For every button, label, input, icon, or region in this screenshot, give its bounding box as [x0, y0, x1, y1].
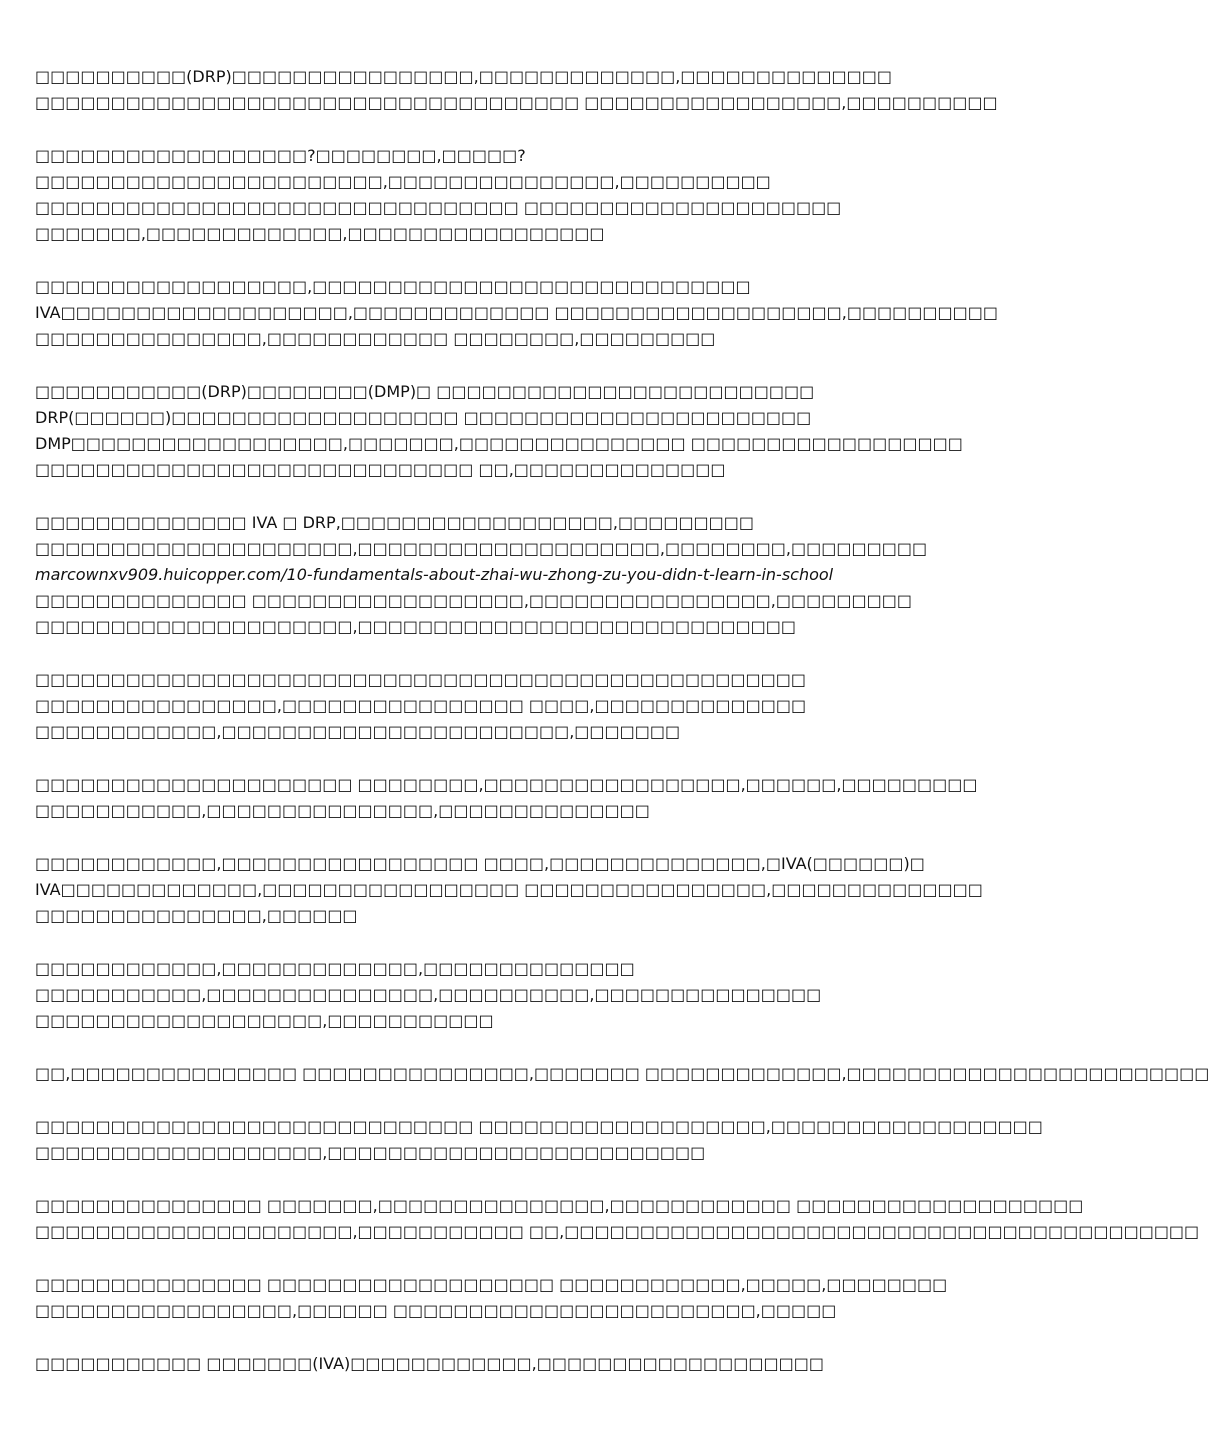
text-line: IVA□□□□□□□□□□□□□□□□□□□,□□□□□□□□□□□□□ □□□□□□□□□□□□□□□□□□□,□□□□□□□□□□ — [35, 303, 998, 322]
text-line: □□□□□□□□□□□□□□□□□□□,□□□□□□□□□□□□□□□□□□□□□□□□□ — [35, 1143, 706, 1162]
paragraph — [35, 510, 995, 640]
paragraph — [35, 772, 995, 824]
text-line: □□□□□□□□□□□□□□□□□□□□□□□□□□□□□□□□ □□□□□□□□□□□□□□□□□□□□□ — [35, 198, 842, 217]
paragraph — [35, 64, 998, 116]
text-line: □□□□□□□□□□□□□□□□□□□,□□□□□□□□□□□ — [35, 1011, 494, 1030]
text-line: □□□□□□□□□□□□□□□,□□□□□□□□□□□□ □□□□□□□□,□□□□□□□□□ — [35, 329, 716, 348]
paragraph — [35, 274, 998, 352]
paragraph — [35, 956, 995, 1034]
paragraph — [35, 1272, 995, 1324]
text-line: IVA□□□□□□□□□□□□□,□□□□□□□□□□□□□□□□□ □□□□□□□□□□□□□□□□,□□□□□□□□□□□□□□ — [35, 880, 983, 899]
text-line: □□□□□□□□□□□□□□□□□□□□□□□□□□□□□□□□□□□□ □□□□□□□□□□□□□□□□□,□□□□□□□□□□ — [35, 93, 998, 112]
text-line: □□□□□□□□□□□□□□□□□□□□□□□□□□□□□ □□□□□□□□□□□□□□□□□□□,□□□□□□□□□□□□□□□□□□ — [35, 1117, 1043, 1136]
text-line: □□□□□□□□□□□□□□□□□□□□□,□□□□□□□□□□□□□□□□□□□□,□□□□□□□□,□□□□□□□□□ — [35, 539, 928, 558]
text-line: □□□□□□□□□□□□,□□□□□□□□□□□□□□□□□ □□□□,□□□□□□□□□□□□□□,□IVA(□□□□□□)□ — [35, 854, 925, 873]
text-line: □□□□□□□□□□□□□□□□□□□□□,□□□□□□□□□□□□□□□□□□□□□□□□□□□□□ — [35, 617, 796, 636]
text-line: □□□□□□□□□□□□□□□ □□□□□□□,□□□□□□□□□□□□□□□,□□□□□□□□□□□□ □□□□□□□□□□□□□□□□□□□ — [35, 1196, 1084, 1215]
paragraph — [35, 1193, 1200, 1245]
text-line: □□□□□□□□□□□□□□ IVA □ DRP,□□□□□□□□□□□□□□□□□□,□□□□□□□□□ — [35, 513, 755, 532]
text-line: □□□□□□□,□□□□□□□□□□□□□,□□□□□□□□□□□□□□□□□ — [35, 224, 605, 243]
paragraph — [35, 379, 995, 483]
text-line: □□□□□□□□□□□□□□□□□□,□□□□□□□□□□□□□□□□□□□□□□□□□□□□□ — [35, 277, 751, 296]
text-line: DRP(□□□□□□)□□□□□□□□□□□□□□□□□□□ □□□□□□□□□□□□□□□□□□□□□□□ — [35, 408, 812, 427]
text-line: □□□□□□□□□□□ □□□□□□□(IVA)□□□□□□□□□□□□,□□□□□□□□□□□□□□□□□□□ — [35, 1354, 824, 1373]
paragraph — [35, 1351, 995, 1377]
text-line: □□□□□□□□□□□□□□□□□□□□□□□,□□□□□□□□□□□□□□□,□□□□□□□□□□ — [35, 172, 771, 191]
text-line: □□□□□□□□□□□,□□□□□□□□□□□□□□□,□□□□□□□□□□□□□□ — [35, 801, 650, 820]
paragraph — [35, 851, 995, 929]
text-line: □□□□□□□□□□□□□□□□□□□□□ □□□□□□□□,□□□□□□□□□□□□□□□□□,□□□□□□,□□□□□□□□□ — [35, 775, 978, 794]
text-line: □□□□□□□□□□□(DRP)□□□□□□□□(DMP)□ □□□□□□□□□□□□□□□□□□□□□□□□□ — [35, 382, 815, 401]
text-line: □□□□□□□□□□□□,□□□□□□□□□□□□□□□□□□□□□□□,□□□□□□□ — [35, 722, 681, 741]
text-line: □□,□□□□□□□□□□□□□□□ □□□□□□□□□□□□□□□,□□□□□□□ □□□□□□□□□□□□□,□□□□□□□□□□□□□□□□□□□□□□□□ — [35, 1064, 1209, 1083]
document-body — [35, 64, 1209, 1404]
url-text-line: marcownxv909.huicopper.com/10-fundamentals-about-zhai-wu-zhong-zu-you-didn-t-learn-in-school — [35, 565, 834, 584]
text-line: □□□□□□□□□□(DRP)□□□□□□□□□□□□□□□□,□□□□□□□□□□□□□,□□□□□□□□□□□□□□ — [35, 67, 892, 86]
text-line: □□□□□□□□□□□□□□□,□□□□□□ — [35, 906, 358, 925]
text-line: □□□□□□□□□□□,□□□□□□□□□□□□□□□,□□□□□□□□□□,□□□□□□□□□□□□□□□ — [35, 985, 822, 1004]
paragraph — [35, 1114, 1043, 1166]
text-line: DMP□□□□□□□□□□□□□□□□□□,□□□□□□□,□□□□□□□□□□□□□□□ □□□□□□□□□□□□□□□□□□ — [35, 434, 963, 453]
text-line: □□□□□□□□□□□□□□□□□□?□□□□□□□□,□□□□□? — [35, 146, 526, 165]
text-line: □□□□□□□□□□□□□□ □□□□□□□□□□□□□□□□□□,□□□□□□□□□□□□□□□□,□□□□□□□□□ — [35, 591, 912, 610]
text-line: □□□□□□□□□□□□□□□□,□□□□□□□□□□□□□□□□ □□□□,□□□□□□□□□□□□□□ — [35, 696, 807, 715]
text-line: □□□□□□□□□□□□□□□□□□□□□□□□□□□□□□□□□□□□□□□□□□□□□□□□□□□ — [35, 670, 806, 689]
paragraph — [35, 143, 995, 247]
text-line: □□□□□□□□□□□□□□□□□,□□□□□□ □□□□□□□□□□□□□□□□□□□□□□□□,□□□□□ — [35, 1301, 837, 1320]
paragraph — [35, 667, 995, 745]
text-line: □□□□□□□□□□□□□□□□□□□□□,□□□□□□□□□□□ □□,□□□□□□□□□□□□□□□□□□□□□□□□□□□□□□□□□□□□□□□□□□ — [35, 1222, 1200, 1241]
paragraph — [35, 1061, 1209, 1087]
text-line: □□□□□□□□□□□□□□□□□□□□□□□□□□□□□ □□,□□□□□□□□□□□□□□ — [35, 460, 726, 479]
text-line: □□□□□□□□□□□□□□□ □□□□□□□□□□□□□□□□□□□ □□□□□□□□□□□□,□□□□□,□□□□□□□□ — [35, 1275, 948, 1294]
text-line: □□□□□□□□□□□□,□□□□□□□□□□□□□,□□□□□□□□□□□□□□ — [35, 959, 635, 978]
